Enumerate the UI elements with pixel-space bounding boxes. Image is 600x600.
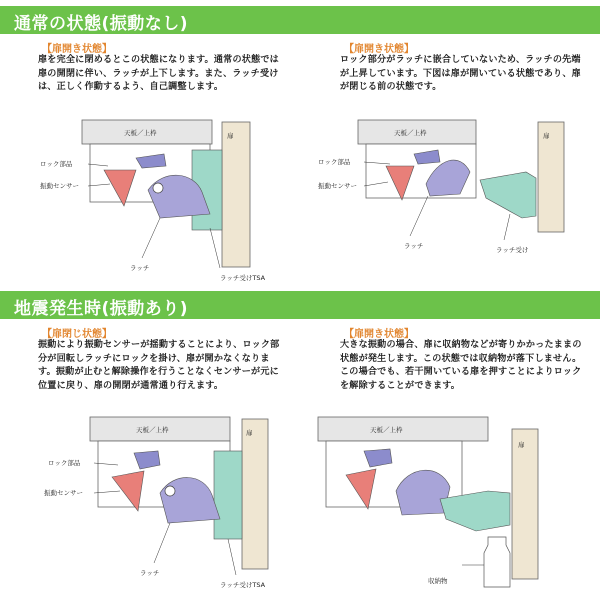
label-door: 扉 xyxy=(543,132,550,140)
latch-mechanism-diagram xyxy=(24,415,294,595)
latch-receiver xyxy=(440,491,510,531)
state-label: 【扉開き状態】 xyxy=(344,44,414,55)
label-latch: ラッチ xyxy=(140,569,160,577)
label-top-frame: 天板／上枠 xyxy=(124,129,157,137)
latch-mechanism-diagram xyxy=(310,415,596,595)
label-top-frame: 天板／上枠 xyxy=(394,129,427,137)
stored-item xyxy=(484,537,510,587)
label-latch: ラッチ xyxy=(404,242,424,250)
panel-description: 大きな振動の場合、扉に収納物などが寄りかかったままの状態が発生します。この状態では収納物が落下しません。この場合でも、若干開いている扉を押すことによりロックを解除することができます。 xyxy=(340,340,582,391)
label-latch-receiver: ラッチ受けTSA xyxy=(220,274,266,282)
label-vibration-sensor: 振動センサー xyxy=(44,489,83,497)
label-lock-part: ロック部品 xyxy=(318,158,351,166)
section-title-normal: 通常の状態(振動なし) xyxy=(0,6,600,34)
panel-description: ロック部分がラッチに嵌合していないため、ラッチの先端が上昇しています。下図は扉が開いている状態であり、扉が閉じる前の状態です。 xyxy=(340,55,581,93)
state-label: 【扉開き状態】 xyxy=(42,44,112,55)
state-label: 【扉開き状態】 xyxy=(344,329,414,340)
latch-receiver xyxy=(480,172,536,218)
label-lock-part: ロック部品 xyxy=(48,459,81,467)
state-label: 【扉閉じ状態】 xyxy=(42,329,112,340)
label-vibration-sensor: 振動センサー xyxy=(40,182,79,190)
section-title-earthquake: 地震発生時(振動あり) xyxy=(0,291,600,319)
panel-description: 扉を完全に閉めるとこの状態になります。通常の状態では扉の開閉に伴い、ラッチが上下します。また、ラッチ受けは、正しく作動するよう、自己調整します。 xyxy=(38,55,279,93)
panel-description: 振動により振動センサーが揺動することにより、ロック部分が回転しラッチにロックを掛け、扉が開かなくなります。振動が止むと解除操作を行うことなくセンサーが元に位置に戻り、扉の開閉が通常通り行えます。 xyxy=(38,340,280,391)
label-top-frame: 天板／上枠 xyxy=(136,426,169,434)
label-vibration-sensor: 振動センサー xyxy=(318,182,357,190)
latch-receiver xyxy=(214,451,242,539)
label-top-frame: 天板／上枠 xyxy=(370,426,403,434)
label-door: 扉 xyxy=(518,441,525,449)
label-door: 扉 xyxy=(227,132,234,140)
label-lock-part: ロック部品 xyxy=(40,160,73,168)
label-door: 扉 xyxy=(246,429,253,437)
label-latch-receiver: ラッチ受けTSA xyxy=(220,581,266,589)
latch-mechanism-diagram xyxy=(310,118,596,278)
label-stored-item: 収納物 xyxy=(428,577,448,585)
label-latch: ラッチ xyxy=(130,264,150,272)
label-latch-receiver: ラッチ受け xyxy=(496,246,529,254)
latch-mechanism-diagram xyxy=(24,118,294,288)
